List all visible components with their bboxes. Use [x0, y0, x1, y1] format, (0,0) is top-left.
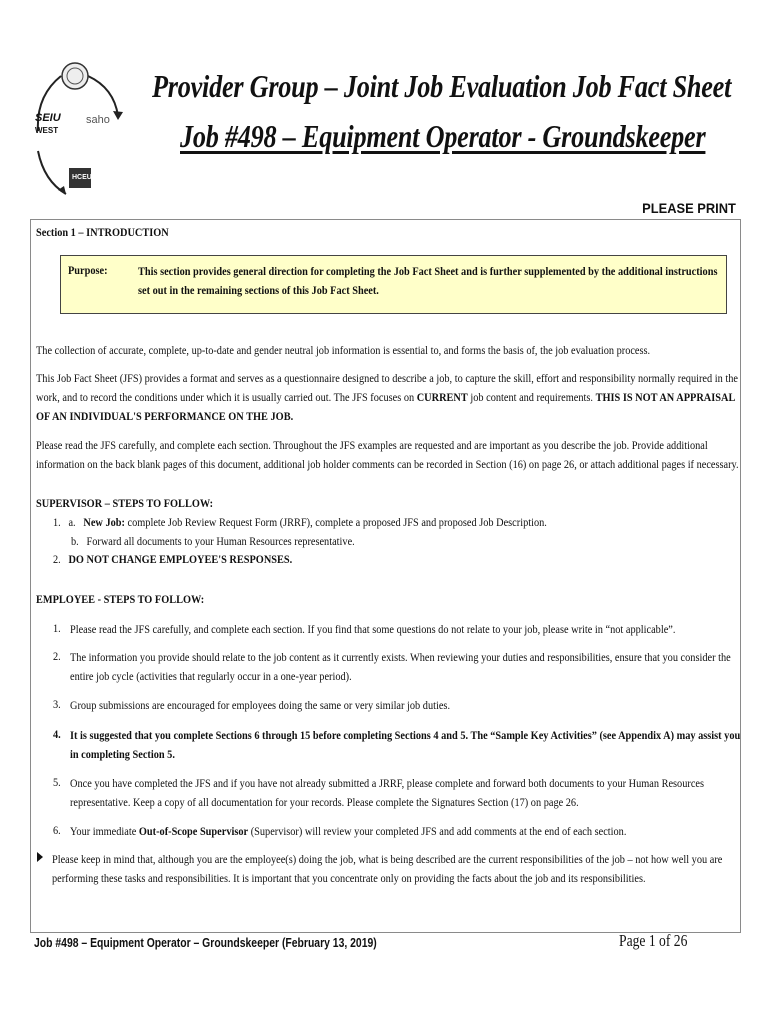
employee-step-1: Please read the JFS carefully, and complete each section. If you find that some questions do not relate to your job, please write in “not applicable”. — [70, 622, 676, 636]
west-logo: WEST — [35, 126, 59, 135]
purpose-label: Purpose: — [68, 263, 108, 277]
supervisor-step-1a — [53, 515, 547, 530]
new-job-label: New Job: — [83, 515, 125, 529]
list-number: 4. — [53, 727, 61, 741]
employee-step-4: It is suggested that you complete Sections 6 through 15 before completing Sections 4 and 5. The “Sample Key Activities” (see Appendix A) may assist you in completing Section 5. — [70, 728, 741, 761]
intro-paragraph-2 — [36, 369, 741, 426]
out-of-scope-supervisor-label: Out-of-Scope Supervisor — [138, 824, 249, 838]
list-letter: b. — [71, 534, 79, 548]
list-number: 5. — [53, 775, 61, 789]
employee-step-2: The information you provide should relate to the job content as it currently exists. When reviewing your duties and responsibilities, ensure that you consider the entire job cycle (activities that regularly occur in a one-year period). — [70, 650, 731, 683]
supervisor-step-2 — [53, 552, 292, 567]
intro-paragraph-2-text: This Job Fact Sheet (JFS) provides a format and serves as a questionnaire designed to describe a job, to capture the skill, effort and responsibility normally required in the work, and to record the conditions under which it is usually carried out. The JFS focuses on — [36, 371, 738, 404]
hceu-logo: HCEU — [72, 174, 92, 181]
list-number: 2. — [53, 552, 61, 566]
footer-job-label: Job #498 – Equipment Operator – Groundskeeper (February 13, 2019) — [34, 935, 377, 950]
employee-step-3: Group submissions are encouraged for employees doing the same or very similar job duties. — [70, 698, 451, 712]
purpose-text: This section provides general direction for completing the Job Fact Sheet and is further supplemented by the additional instructions set out in the remaining sections of this Job Fact Sheet. — [138, 264, 718, 297]
employee-note: Please keep in mind that, although you are the employee(s) doing the job, what is being described are the current responsibilities of the job – not how well you are performing these tasks and responsibilities. It is important that you concentrate only on providing the facts about the job and its responsibilities. — [52, 852, 723, 885]
list-number: 2. — [53, 649, 61, 663]
list-number: 1. — [53, 515, 61, 529]
job-title: Job #498 – Equipment Operator - Groundskeeper — [180, 118, 706, 154]
intro-paragraph-1: The collection of accurate, complete, up-to-date and gender neutral job information is essential to, and forms the basis of, the job evaluation process. — [36, 343, 651, 357]
section-heading: Section 1 – INTRODUCTION — [36, 225, 169, 239]
intro-paragraph-2-text-cont: job content and requirements. — [467, 390, 596, 404]
list-number: 3. — [53, 697, 61, 711]
saho-logo: saho — [86, 114, 110, 126]
page-title: Provider Group – Joint Job Evaluation Job Fact Sheet — [152, 68, 732, 104]
list-number: 1. — [53, 621, 61, 635]
list-letter: a. — [68, 515, 76, 529]
supervisor-step-2-text: DO NOT CHANGE EMPLOYEE'S RESPONSES. — [68, 552, 293, 566]
arrow-bullet-icon — [36, 851, 44, 863]
employee-step-6-text-cont: (Supervisor) will review your completed JFS and add comments at the end of each section. — [248, 824, 627, 838]
seiu-logo: SEIU — [35, 112, 61, 124]
logo-cluster — [26, 56, 136, 206]
current-emphasis: CURRENT — [416, 390, 468, 404]
supervisor-heading: SUPERVISOR – STEPS TO FOLLOW: — [36, 496, 214, 510]
page-number: Page 1 of 26 — [619, 931, 688, 950]
supervisor-step-1b-text: Forward all documents to your Human Resources representative. — [86, 534, 355, 548]
employee-heading: EMPLOYEE - STEPS TO FOLLOW: — [36, 592, 205, 606]
supervisor-step-1b — [71, 534, 355, 549]
employee-step-5: Once you have completed the JFS and if you have not already submitted a JRRF, please complete and forward both documents to your Human Resources representative. Keep a copy of all documentation for your records. Please complete the Signatures Section (17) on page 26. — [70, 776, 704, 809]
list-number: 6. — [53, 823, 61, 837]
employee-step-6-text: Your immediate — [70, 824, 139, 838]
employee-step-6 — [70, 822, 741, 841]
please-print-label: PLEASE PRINT — [642, 200, 736, 216]
intro-paragraph-3: Please read the JFS carefully, and complete each section. Throughout the JFS examples are requested and are important as you describe the job. Provide additional information on the back blank pages of this document, additional job holder comments can be recorded in Section (16) on page 26, or attach additional pages if necessary. — [36, 438, 739, 471]
not-appraisal-emphasis: THIS IS NOT AN APPRAISAL OF AN INDIVIDUAL'S PERFORMANCE ON THE JOB. — [36, 390, 735, 423]
supervisor-step-1a-text: complete Job Review Request Form (JRRF), complete a proposed JFS and proposed Job Description. — [124, 515, 547, 529]
